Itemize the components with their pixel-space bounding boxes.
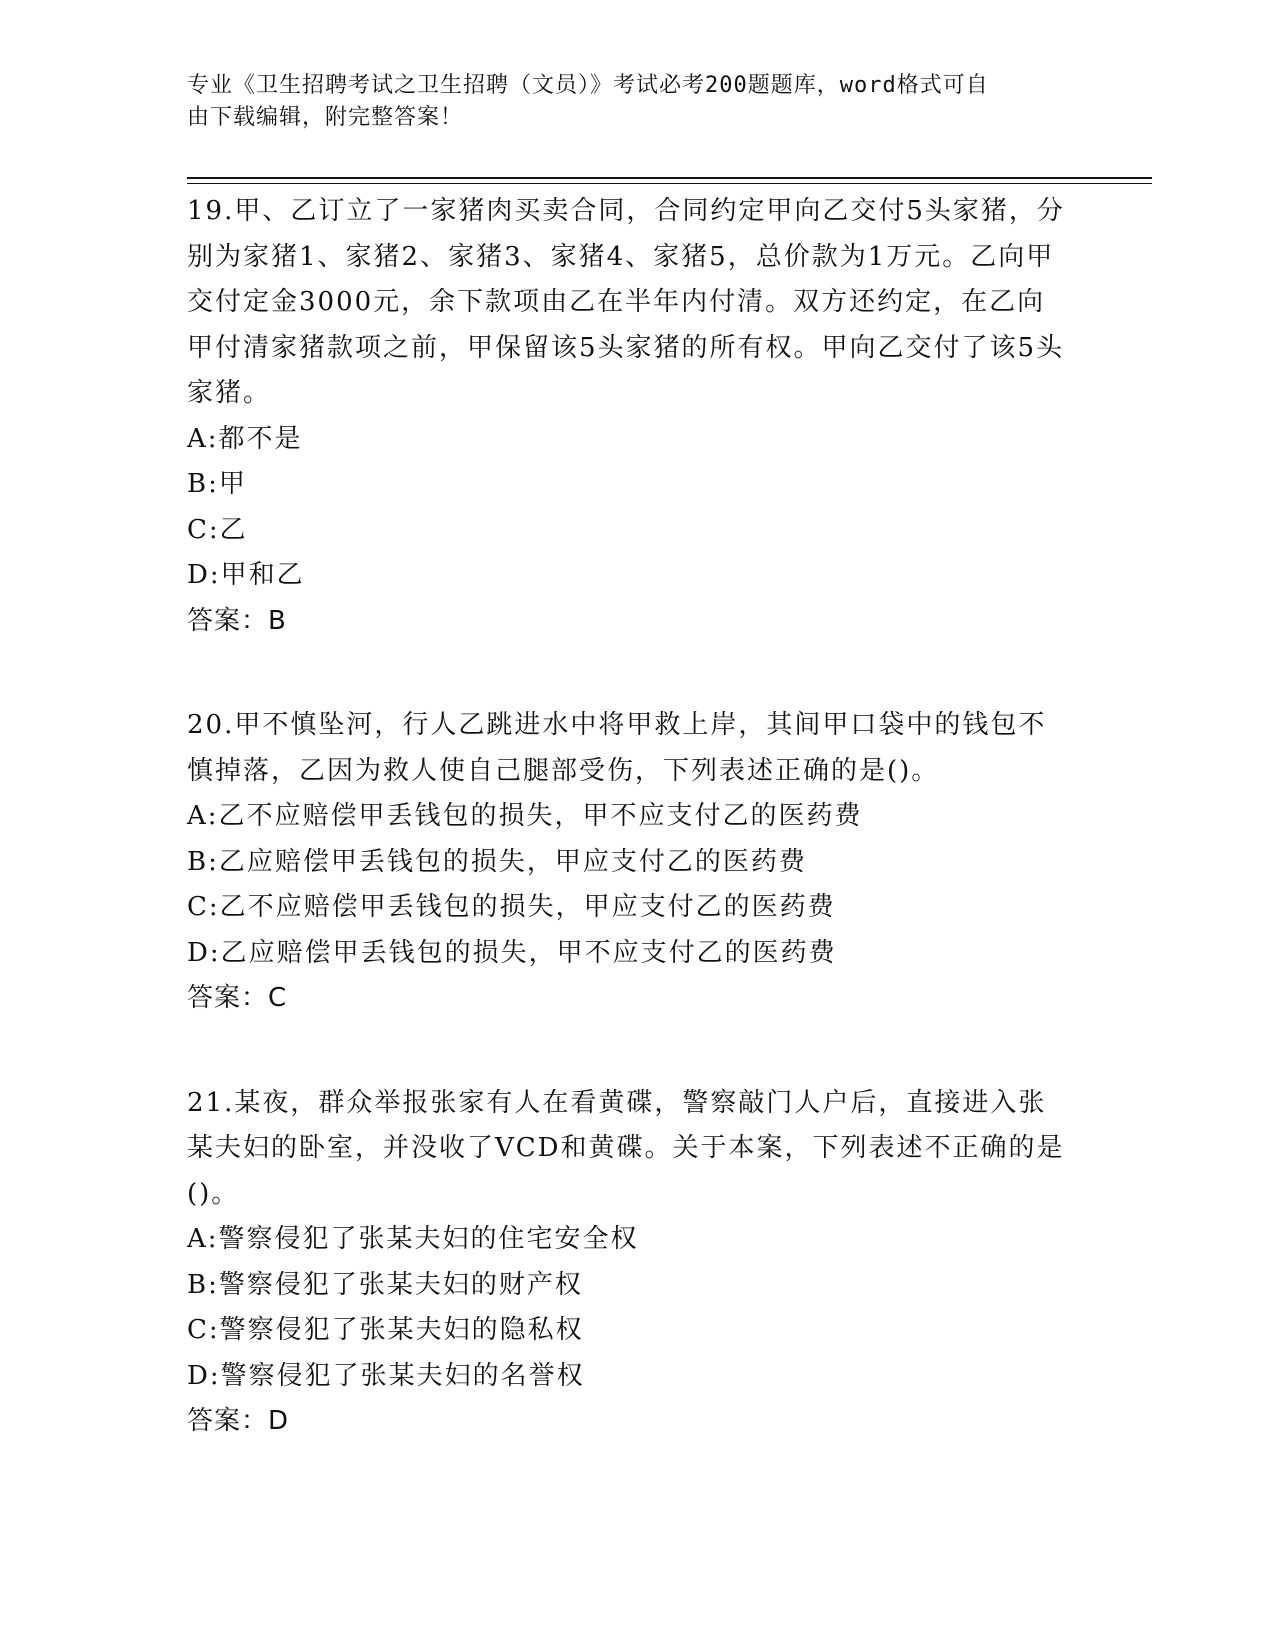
question-stem: 21.某夜，群众举报张家有人在看黄碟，警察敲门人户后，直接进入张某夫妇的卧室，并没收了VCD和黄碟。关于本案，下列表述不正确的是()。 xyxy=(187,1087,1065,1209)
header-divider-thin xyxy=(187,183,1152,184)
option-b: B:乙应赔偿甲丢钱包的损失，甲应支付乙的医药费 xyxy=(187,846,807,877)
question-20 xyxy=(187,703,1067,1022)
answer-line: 答案：B xyxy=(187,605,287,636)
option-a: A:乙不应赔偿甲丢钱包的损失，甲不应支付乙的医药费 xyxy=(187,801,863,831)
question-stem: 20.甲不慎坠河，行人乙跳进水中将甲救上岸，其间甲口袋中的钱包不慎掉落，乙因为救人使自己腿部受伤，下列表述正确的是()。 xyxy=(187,710,1047,786)
option-c: C:警察侵犯了张某夫妇的隐私权 xyxy=(187,1315,584,1345)
header-line-1: 专业《卫生招聘考试之卫生招聘（文员）》考试必考200题题库，word格式可自 xyxy=(187,73,989,98)
answer-line: 答案：D xyxy=(187,1406,290,1436)
option-c: C:乙 xyxy=(187,514,248,545)
question-stem: 19.甲、乙订立了一家猪肉买卖合同，合同约定甲向乙交付5头家猪，分别为家猪1、家猪2、家猪3、家猪4、家猪5，总价款为1万元。乙向甲交付定金3000元，余下款项由乙在半年内付清。双方还约定，在乙向甲付清家猪款项之前，甲保留该5头家猪的所有权。甲向乙交付了该5头家猪。 xyxy=(187,196,1065,408)
option-d: D:警察侵犯了张某夫妇的名誉权 xyxy=(187,1360,585,1391)
option-d: D:甲和乙 xyxy=(187,560,305,590)
option-b: B:甲 xyxy=(187,469,247,499)
option-a: A:警察侵犯了张某夫妇的住宅安全权 xyxy=(187,1224,639,1254)
option-b: B:警察侵犯了张某夫妇的财产权 xyxy=(187,1269,583,1300)
option-d: D:乙应赔偿甲丢钱包的损失，甲不应支付乙的医药费 xyxy=(187,937,837,968)
option-a: A:都不是 xyxy=(187,423,303,454)
question-19 xyxy=(187,189,1067,644)
header-line-2: 由下载编辑，附完整答案！ xyxy=(187,105,464,130)
question-list xyxy=(187,189,1067,1504)
option-c: C:乙不应赔偿甲丢钱包的损失，甲应支付乙的医药费 xyxy=(187,892,836,922)
answer-line: 答案：C xyxy=(187,983,288,1013)
document-header xyxy=(187,70,1067,134)
header-divider-thick xyxy=(187,177,1152,179)
question-21 xyxy=(187,1081,1067,1445)
